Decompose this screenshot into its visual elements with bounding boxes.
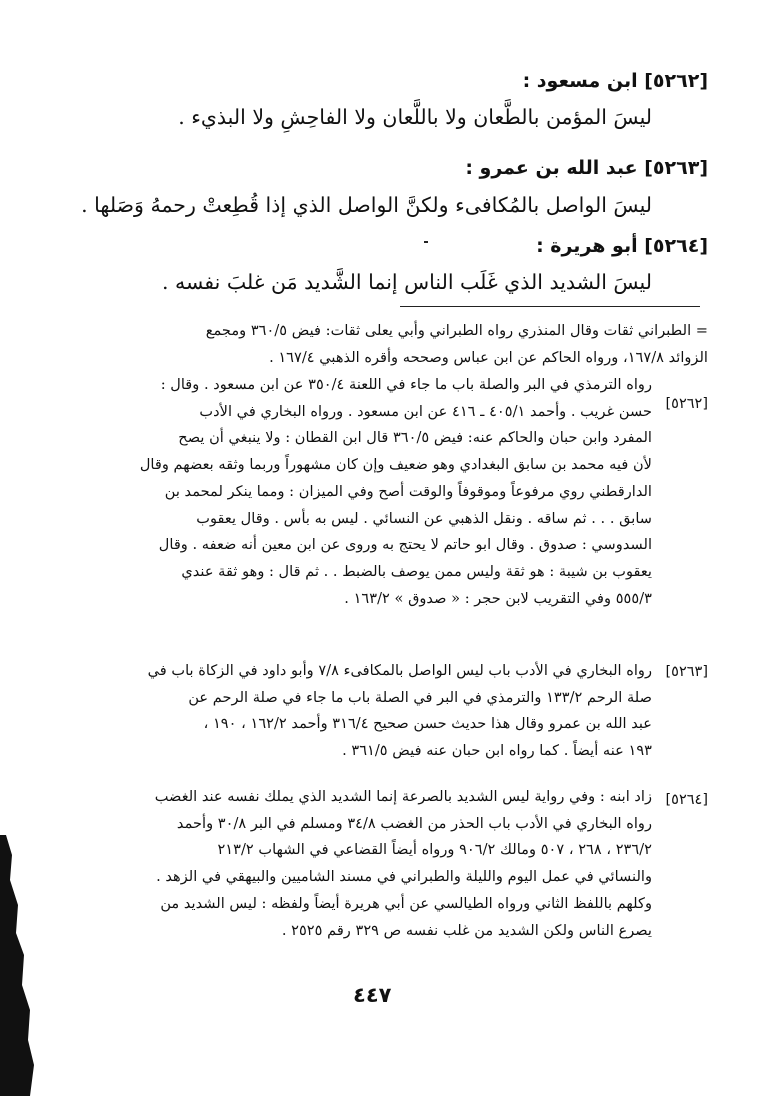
footnote-5264-number: [٥٢٦٤] bbox=[665, 792, 708, 808]
footnote-line: حسن غريب . وأحمد ٤٠٥/١ ـ ٤١٦ عن ابن مسعود . ورواه البخاري في الأدب bbox=[199, 402, 652, 420]
footnote-line: وكلهم باللفظ الثاني ورواه الطيالسي عن أبي هريرة أيضاً ولفظه : ليس الشديد من bbox=[160, 894, 652, 912]
page-number: ٤٤٧ bbox=[353, 983, 392, 1007]
entry-5263-text: ليسَ الواصل بالمُكافىء ولكنَّ الواصل الذي إذا قُطِعتْ رحمهُ وَصَلها . bbox=[81, 193, 652, 217]
footnote-line: السدوسي : صدوق . وقال ابو حاتم لا يحتج به وروى عن ابن معين أنه ضعفه . وقال bbox=[158, 536, 652, 554]
footnote-line: يصرع الناس ولكن الشديد من غلب نفسه ص ٣٢٩ رقم ٢٥٢٥ . bbox=[281, 921, 652, 939]
footnote-5263 bbox=[148, 658, 652, 765]
footnote-line: صلة الرحم ١٣٣/٢ والترمذي في البر في الصلة باب ما جاء في صلة الرحم عن bbox=[188, 688, 652, 706]
entry-5264-text: ليسَ الشديد الذي غَلَب الناس إنما الشَّديد مَن غلبَ نفسه . bbox=[161, 270, 652, 294]
footnote-line: رواه البخاري في الأدب باب الحذر من الغضب ٣٤/٨ ومسلم في البر ٣٠/٨ وأحمد bbox=[176, 814, 652, 832]
footnote-line: لأن فيه محمد بن سابق البغدادي وهو ضعيف وإن كان مشهوراً وربما وثقه بعضهم وقال bbox=[139, 456, 652, 474]
footnote-continuation bbox=[206, 318, 708, 371]
footnote-5263-number: [٥٢٦٣] bbox=[665, 664, 708, 680]
footnote-line: زاد ابنه : وفي رواية ليس الشديد بالصرعة إنما الشديد الذي يملك نفسه عند الغضب bbox=[154, 788, 652, 805]
scan-shadow bbox=[0, 835, 36, 1096]
footnote-line: رواه البخاري في الأدب باب ليس الواصل بالمكافىء ٧/٨ وأبو داود في الزكاة باب في bbox=[147, 662, 652, 679]
entry-5262-header: [٥٢٦٢] ابن مسعود : bbox=[522, 70, 708, 92]
entry-5262-text: ليسَ المؤمن بالطَّعان ولا باللَّعان ولا الفاحِشِ ولا البذيء . bbox=[178, 105, 652, 129]
footnote-line: رواه الترمذي في البر والصلة باب ما جاء في اللعنة ٣٥٠/٤ عن ابن مسعود . وقال : bbox=[160, 376, 652, 393]
stray-mark bbox=[424, 241, 428, 243]
footnote-line: سابق . . . ثم ساقه . ونقل الذهبي عن النسائي . ليس به بأس . وقال يعقوب bbox=[196, 509, 652, 527]
footnote-line: يعقوب بن شيبة : هو ثقة وليس ممن يوصف بالضبط . . ثم قال : وهو ثقة عندي bbox=[181, 562, 652, 580]
footnote-line: الدارقطني روي مرفوعاً وموقوفاً والوقت أصح وفي الميزان : ومما ينكر لمحمد بن bbox=[164, 482, 652, 500]
footnote-separator bbox=[400, 306, 700, 307]
footnote-line: ١٩٣ عنه أيضاً . كما رواه ابن حبان عنه فيض ٣٦١/٥ . bbox=[342, 742, 652, 760]
footnote-line: ٢٣٦/٢ ، ٢٦٨ ، ٥٠٧ ومالك ٩٠٦/٢ ورواه أيضاً القضاعي في الشهاب ٢١٣/٢ bbox=[217, 841, 652, 859]
footnote-line: = الطبراني ثقات وقال المنذري رواه الطبراني وأبي يعلى ثقات: فيض ٣٦٠/٥ ومجمع bbox=[205, 322, 708, 339]
footnote-5264 bbox=[155, 784, 652, 944]
footnote-5262 bbox=[140, 372, 652, 612]
footnote-line: الزوائد ١٦٧/٨، ورواه الحاكم عن ابن عباس وصححه وأقره الذهبي ١٦٧/٤ . bbox=[269, 348, 708, 366]
footnote-line: المفرد وابن حبان والحاكم عنه: فيض ٣٦٠/٥ قال ابن القطان : ولا ينبغي أن يصح bbox=[178, 429, 652, 447]
footnote-5262-number: [٥٢٦٢] bbox=[665, 396, 708, 412]
entry-5264-header: [٥٢٦٤] أبو هريرة : bbox=[536, 235, 708, 257]
footnote-line: ٥٥٥/٣ وفي التقريب لابن حجر : « صدوق » ١٦٣/٢ . bbox=[344, 589, 652, 607]
footnote-line: عبد الله بن عمرو وقال هذا حديث حسن صحيح ٣١٦/٤ وأحمد ١٦٢/٢ ، ١٩٠ ، bbox=[203, 715, 652, 733]
footnote-line: والنسائي في عمل اليوم والليلة والطبراني في مسند الشاميين والبيهقي في الزهد . bbox=[156, 868, 652, 886]
entry-5263-header: [٥٢٦٣] عبد الله بن عمرو : bbox=[465, 157, 708, 179]
